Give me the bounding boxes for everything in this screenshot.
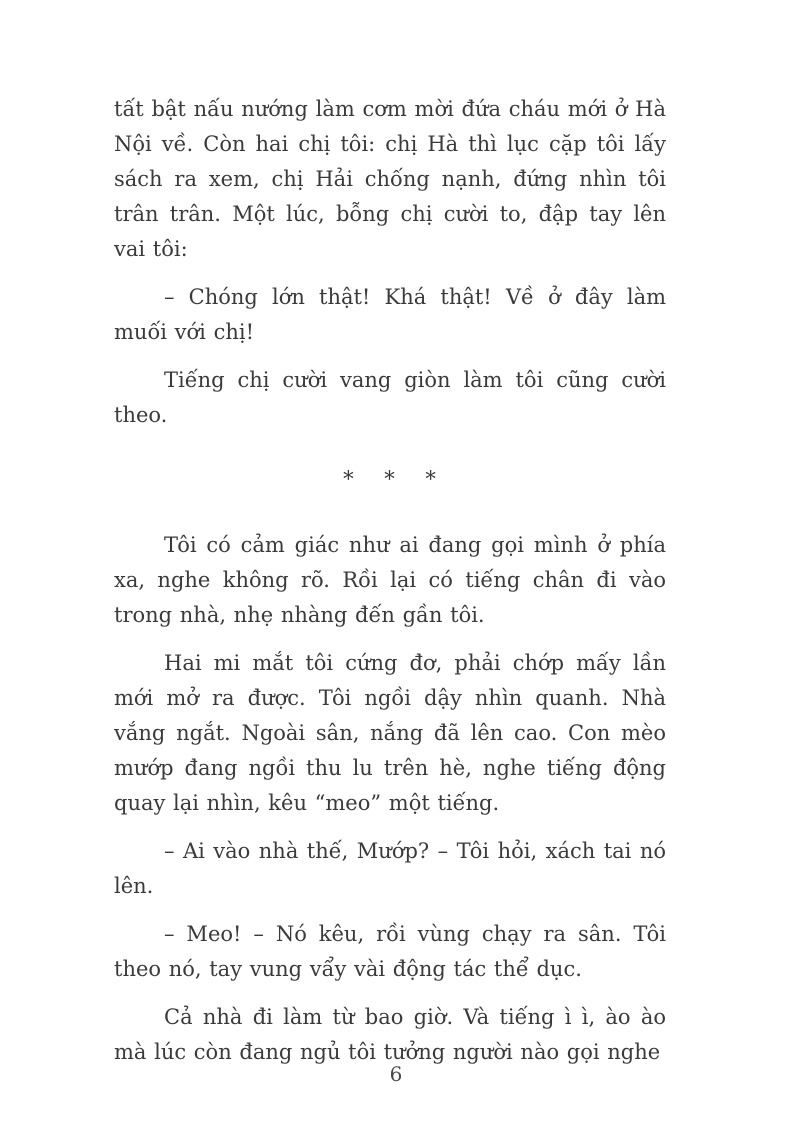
page-number: 6 [389, 1062, 403, 1086]
paragraph: Cả nhà đi làm từ bao giờ. Và tiếng ì ì, ào ào mà lúc còn đang ngủ tôi tưởng người nào gọi nghe [114, 1005, 666, 1064]
paragraph: Hai mi mắt tôi cứng đơ, phải chớp mấy lần mới mở ra được. Tôi ngồi dậy nhìn quanh. Nhà vắng ngắt. Ngoài sân, nắng đã lên cao. Con mèo mướp đang ngồi thu lu trên hè, nghe tiếng động quay lại nhìn, kêu “meo” một tiếng. [114, 651, 666, 815]
paragraph: – Meo! – Nó kêu, rồi vùng chạy ra sân. Tôi theo nó, tay vung vẩy vài động tác thể dục. [114, 922, 666, 981]
paragraph: – Ai vào nhà thế, Mướp? – Tôi hỏi, xách tai nó lên. [114, 839, 666, 898]
paragraph: Tôi có cảm giác như ai đang gọi mình ở phía xa, nghe không rõ. Rồi lại có tiếng chân đi vào trong nhà, nhẹ nhàng đến gần tôi. [114, 533, 666, 627]
section-separator: * * * [343, 467, 437, 491]
paragraph: Tiếng chị cười vang giòn làm tôi cũng cười theo. [114, 368, 666, 427]
paragraph: tất bật nấu nướng làm cơm mời đứa cháu mới ở Hà Nội về. Còn hai chị tôi: chị Hà thì lục cặp tôi lấy sách ra xem, chị Hải chống nạnh, đứng nhìn tôi trân trân. Một lúc, bỗng chị cười to, đập tay lên vai tôi: [114, 97, 666, 261]
paragraph: – Chóng lớn thật! Khá thật! Về ở đây làm muối với chị! [114, 285, 666, 344]
